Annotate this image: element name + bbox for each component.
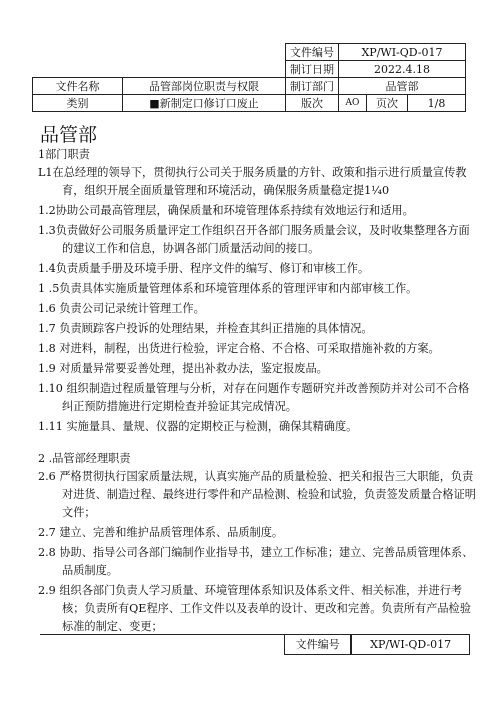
version-label: 版次 <box>286 95 339 112</box>
dept-value: 品管部 <box>339 78 466 95</box>
list-item: 1.2协助公司最高管理层，确保质量和环境管理体系持续有效地运行和适用。 <box>38 204 414 217</box>
file-name-label: 文件名称 <box>33 78 123 95</box>
page-value: 1/8 <box>408 95 466 112</box>
file-name-value: 品管部岗位职责与权限 <box>123 78 286 95</box>
list-item: L1在总经理的领导下，贯彻执行公司关于服务质量的方针、政策和指示进行质量宣传教育，组织开展全面质量管理和环境活动，确保服务质量稳定提1¼0 <box>38 166 467 197</box>
list-item: 1.9 对质量异常要妥善处理，提出补救办法，鉴定报废品。 <box>38 362 328 375</box>
page-label: 页次 <box>367 95 408 112</box>
list-item: 1 .5负责具体实施质量管理体系和环境管理体系的管理评审和内部审核工作。 <box>38 282 418 295</box>
list-item: 1.6 负责公司记录统计管理工作。 <box>38 302 205 315</box>
date-label: 制订日期 <box>286 61 339 78</box>
document-body <box>38 146 478 638</box>
doc-no-label: 文件编号 <box>286 44 339 61</box>
document-header-table <box>32 43 466 112</box>
section-heading: 1部门职责 <box>38 148 90 161</box>
section-spacer <box>38 438 478 450</box>
list-item: 1.8 对进料，制程，出货进行检验，评定合格、不合格、可采取措施补救的方案。 <box>38 342 440 355</box>
list-item: 1.4负责质量手册及环境手册、程序文件的编写、修订和审核工作。 <box>38 262 370 275</box>
category-value: ■新制定口修订口废止 <box>123 95 286 112</box>
page-title: 品管部 <box>40 124 98 146</box>
list-item: 2.7 建立、完善和维护品质管理体系、品质制度。 <box>38 526 284 539</box>
list-item: 1.3负责做好公司服务质量评定工作组织召开各部门服务质量会议，及时收集整理各方面的建议工作和信息，协调各部门质量活动间的接口。 <box>38 224 470 255</box>
section-heading: 2 .品管部经理职责 <box>38 452 131 465</box>
list-item: 2.6 严格贯彻执行国家质量法规，认真实施产品的质量检验、把关和报告三大职能，负责对进货、制造过程、最终进行零件和产品检测、检验和试验，负责签发质量合格证明文件； <box>38 470 476 519</box>
footer-doc-no-value: XP/WI-QD-017 <box>351 635 470 655</box>
category-label: 类别 <box>33 95 123 112</box>
list-item: 2.9 组织各部门负责人学习质量、环境管理体系知识及体系文件、相关标准，并进行考核；负责所有QE程序、工作文件以及表单的设计、更改和完善。负责所有产品检验标准的制定、变更； <box>38 584 471 633</box>
list-item: 1.10 组织制造过程质量管理与分析，对存在问题作专题研究并改善预防并对公司不合格纠正预防措施进行定期检查并验证其完成情况。 <box>38 382 470 413</box>
dept-label: 制订部门 <box>286 78 339 95</box>
version-value: AO <box>339 95 367 112</box>
document-footer <box>40 634 470 655</box>
footer-doc-no-box <box>284 635 470 655</box>
date-value: 2022.4.18 <box>339 61 466 78</box>
doc-no-value: XP/WI-QD-017 <box>339 44 466 61</box>
footer-doc-no-label: 文件编号 <box>284 635 351 655</box>
list-item: 2.8 协助、指导公司各部门编制作业指导书，建立工作标准；建立、完善品质管理体系、品质制度。 <box>38 546 474 577</box>
list-item: 1.7 负责顾踪客户投诉的处理结果，并检查其纠正措施的具体情况。 <box>38 322 373 335</box>
list-item: 1.11 实施量具、量规、仪器的定期校正与检测，确保其精确度。 <box>38 420 358 433</box>
